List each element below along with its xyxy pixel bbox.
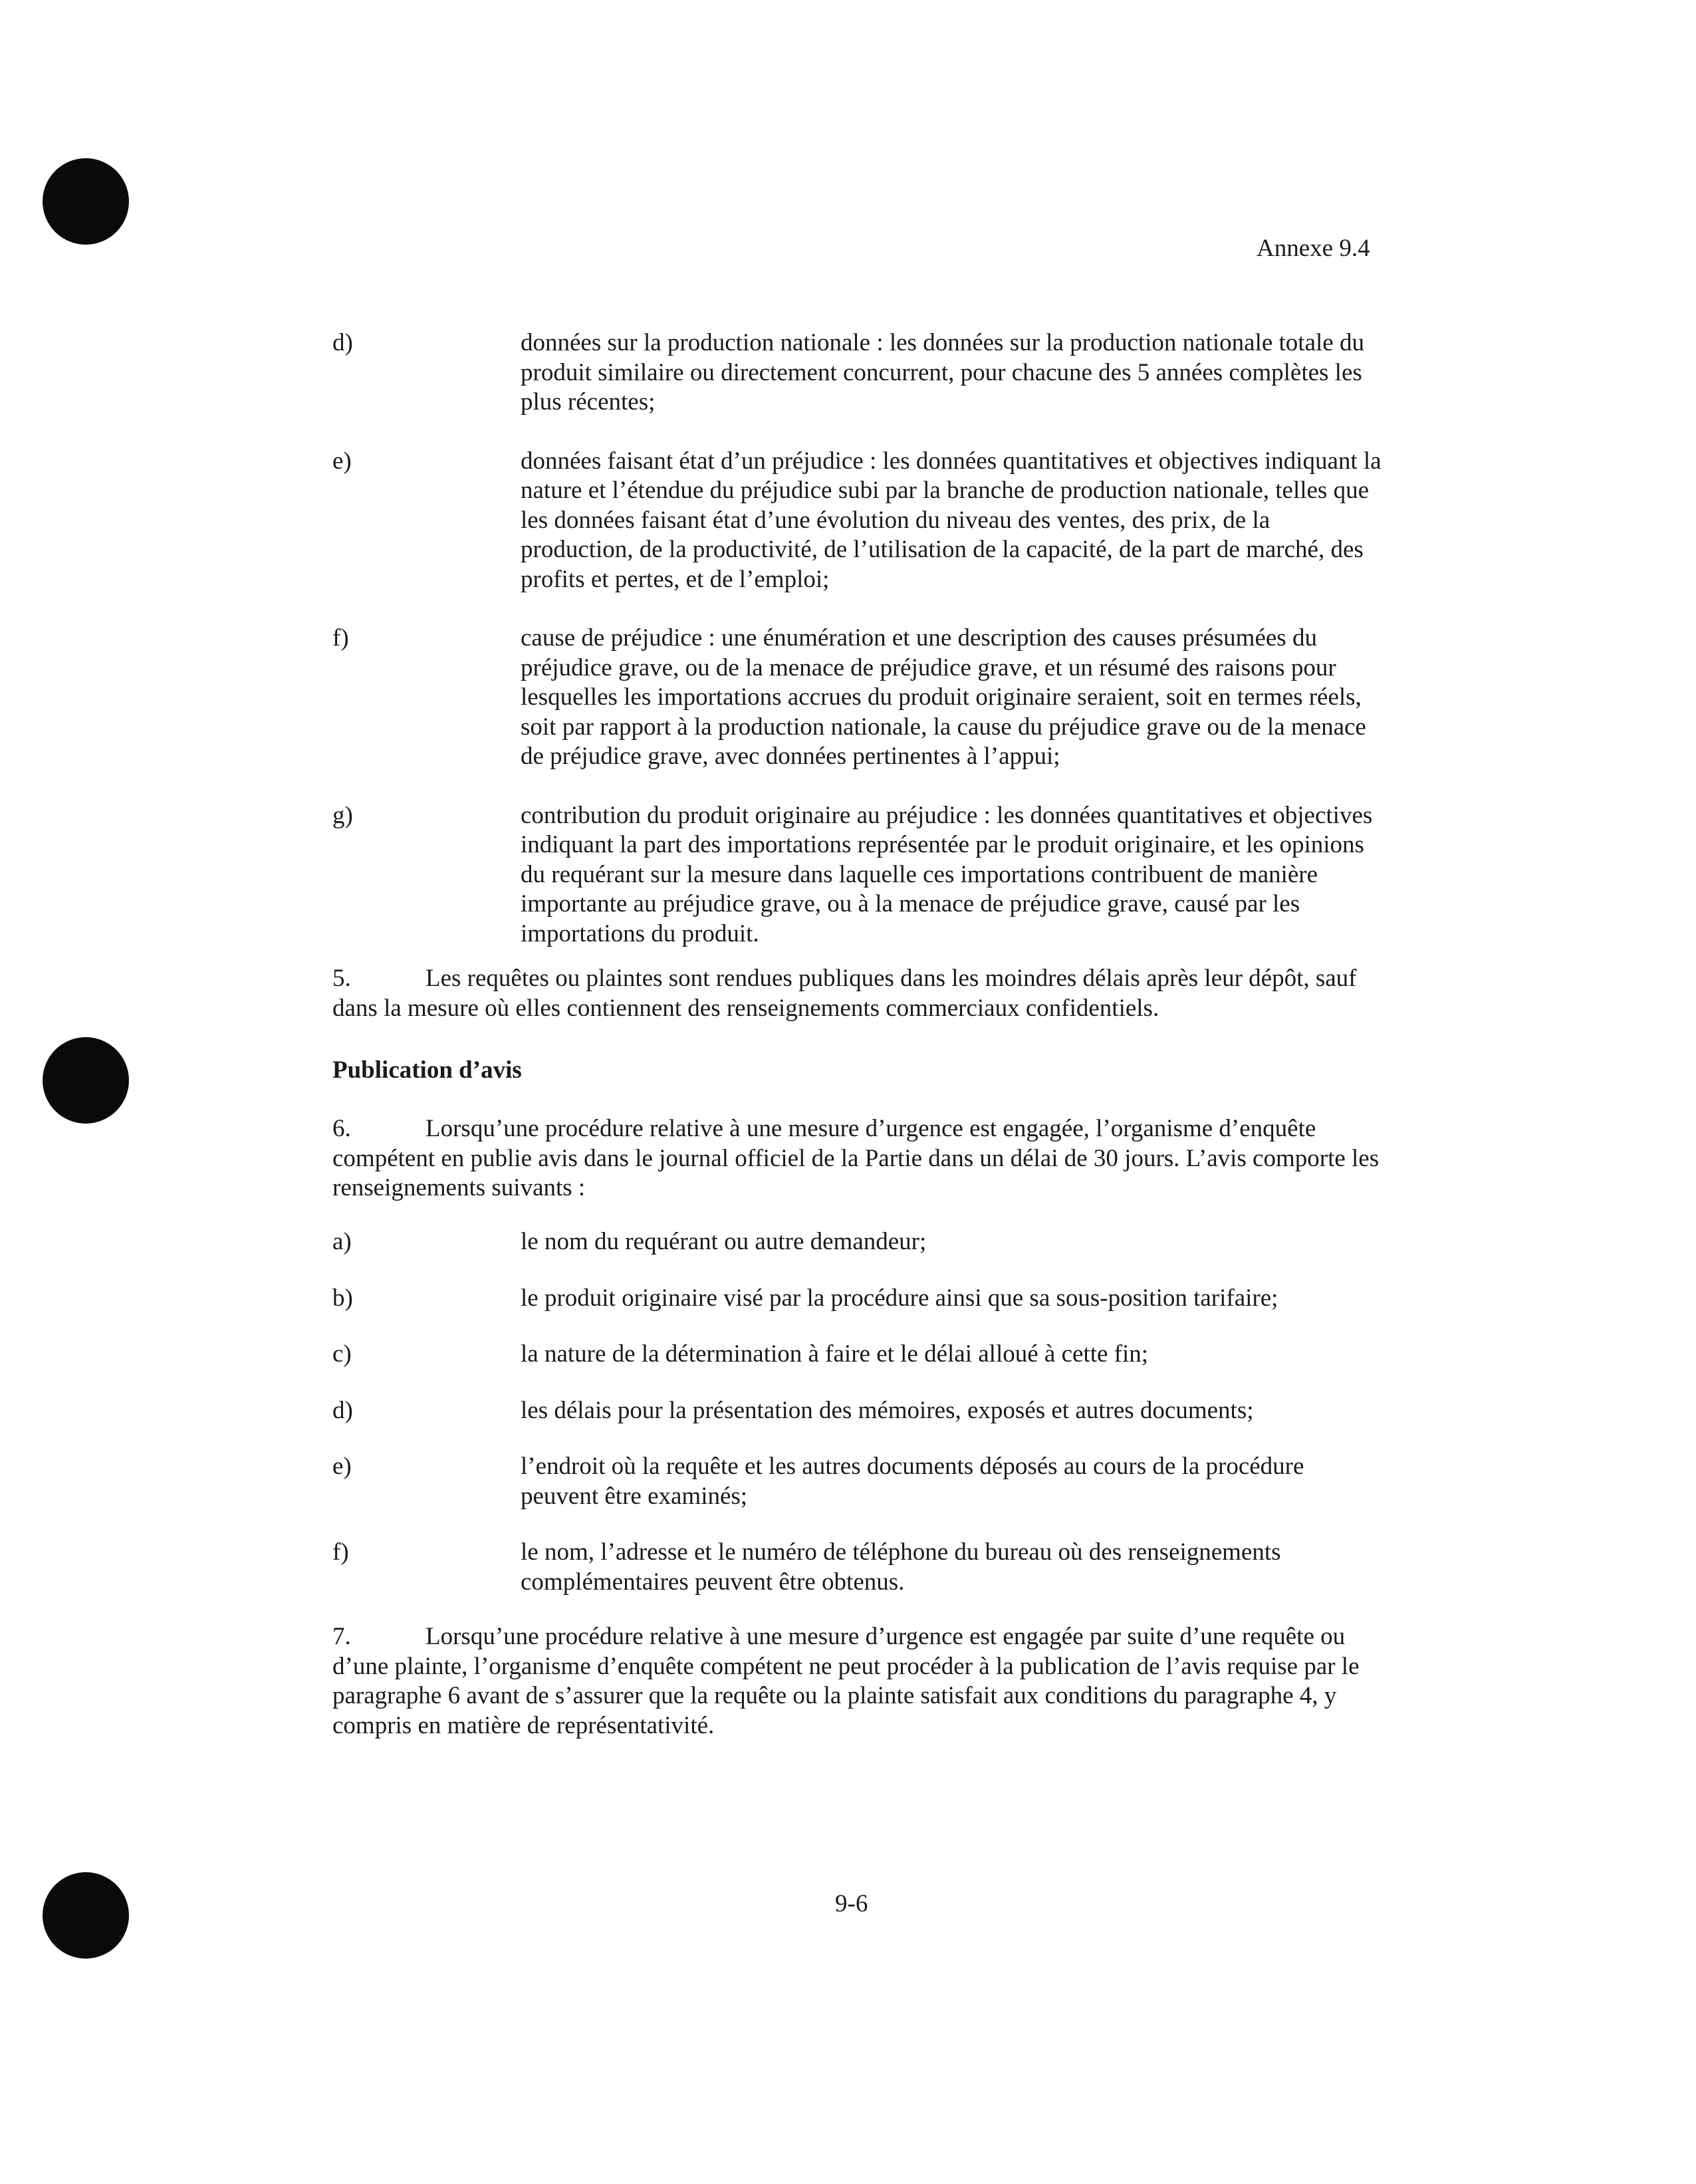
paragraph-number: 7. <box>332 1623 351 1650</box>
paragraph-number: 5. <box>332 965 351 992</box>
paragraph-6 <box>332 1114 1383 1203</box>
item-marker: e) <box>332 1453 352 1480</box>
item-text: le produit originaire visé par la procédure ainsi que sa sous-position tarifaire; <box>521 1284 1278 1312</box>
punch-hole-top <box>43 158 129 245</box>
paragraph-text: Lorsqu’une procédure relative à une mesure d’urgence est engagée, l’organisme d’enquête compétent en publie avis dans le journal officiel de la Partie dans un délai de 30 jours. L’avis comporte les renseignements suivants : <box>332 1115 1380 1201</box>
list-item <box>332 447 1383 595</box>
list-item <box>332 1396 1383 1426</box>
item-marker: g) <box>332 801 353 829</box>
item-marker: c) <box>332 1340 352 1368</box>
item-text: données sur la production nationale : les données sur la production nationale totale du produit similaire ou directement concurrent, pour chacune des 5 années complètes les plus récentes; <box>521 329 1364 416</box>
list-requirements <box>332 328 1383 949</box>
paragraph-5 <box>332 964 1383 1023</box>
list-item <box>332 1452 1383 1511</box>
paragraph-text: Les requêtes ou plaintes sont rendues publiques dans les moindres délais après leur dépôt, sauf dans la mesure où elles contiennent des renseignements commerciaux confidentiels. <box>332 965 1357 1022</box>
list-notice-contents <box>332 1227 1383 1597</box>
list-item <box>332 801 1383 949</box>
item-marker: d) <box>332 1396 353 1424</box>
paragraph-number: 6. <box>332 1115 351 1142</box>
paragraph-7 <box>332 1622 1383 1741</box>
item-text: l’endroit où la requête et les autres documents déposés au cours de la procédure peuvent être examinés; <box>521 1453 1304 1510</box>
item-marker: d) <box>332 329 353 356</box>
list-item <box>332 328 1383 418</box>
list-item <box>332 1538 1383 1597</box>
list-item <box>332 1284 1383 1314</box>
item-marker: b) <box>332 1284 353 1312</box>
punch-hole-bottom <box>43 1872 129 1959</box>
paragraph-text: Lorsqu’une procédure relative à une mesure d’urgence est engagée par suite d’une requête ou d’une plainte, l’organisme d’enquête compétent ne peut procéder à la publication de l’avis requise par le paragraphe 6 avant de s’assurer que la requête ou la plainte satisfait aux conditions du paragraphe 4, y compris en matière de représentativité. <box>332 1623 1360 1739</box>
item-text: cause de préjudice : une énumération et une description des causes présumées du préjudice grave, ou de la menace de préjudice grave, et un résumé des raisons pour lesquelles les importations accrues du produit originaire seraient, soit en termes réels, soit par rapport à la production nationale, la cause du préjudice grave ou de la menace de préjudice grave, avec données pertinentes à l’appui; <box>521 624 1366 770</box>
section-heading: Publication d’avis <box>332 1056 522 1084</box>
list-item <box>332 1340 1383 1370</box>
item-text: la nature de la détermination à faire et le délai alloué à cette fin; <box>521 1340 1149 1368</box>
item-text: données faisant état d’un préjudice : les données quantitatives et objectives indiquant la nature et l’étendue du préjudice subi par la branche de production nationale, telles que les données faisant état d’une évolution du niveau des ventes, des prix, de la production, de la productivité, de l’utilisation de la capacité, de la part de marché, des profits et pertes, et de l’emploi; <box>521 447 1382 593</box>
annex-header: Annexe 9.4 <box>1257 235 1370 262</box>
item-text: contribution du produit originaire au préjudice : les données quantitatives et objectives indiquant la part des importations représentée par le produit originaire, et les opinions du requérant sur la mesure dans laquelle ces importations contribuent de manière importante au préjudice grave, ou à la menace de préjudice grave, causé par les importations du produit. <box>521 801 1373 947</box>
item-text: le nom, l’adresse et le numéro de téléphone du bureau où des renseignements complémentaires peuvent être obtenus. <box>521 1538 1281 1596</box>
item-text: le nom du requérant ou autre demandeur; <box>521 1228 927 1255</box>
item-marker: e) <box>332 447 352 475</box>
item-marker: a) <box>332 1228 352 1255</box>
list-item <box>332 1227 1383 1257</box>
punch-hole-middle <box>43 1037 129 1124</box>
list-item <box>332 624 1383 772</box>
item-text: les délais pour la présentation des mémoires, exposés et autres documents; <box>521 1396 1254 1424</box>
item-marker: f) <box>332 624 349 652</box>
page-number: 9-6 <box>835 1890 868 1917</box>
item-marker: f) <box>332 1538 349 1566</box>
